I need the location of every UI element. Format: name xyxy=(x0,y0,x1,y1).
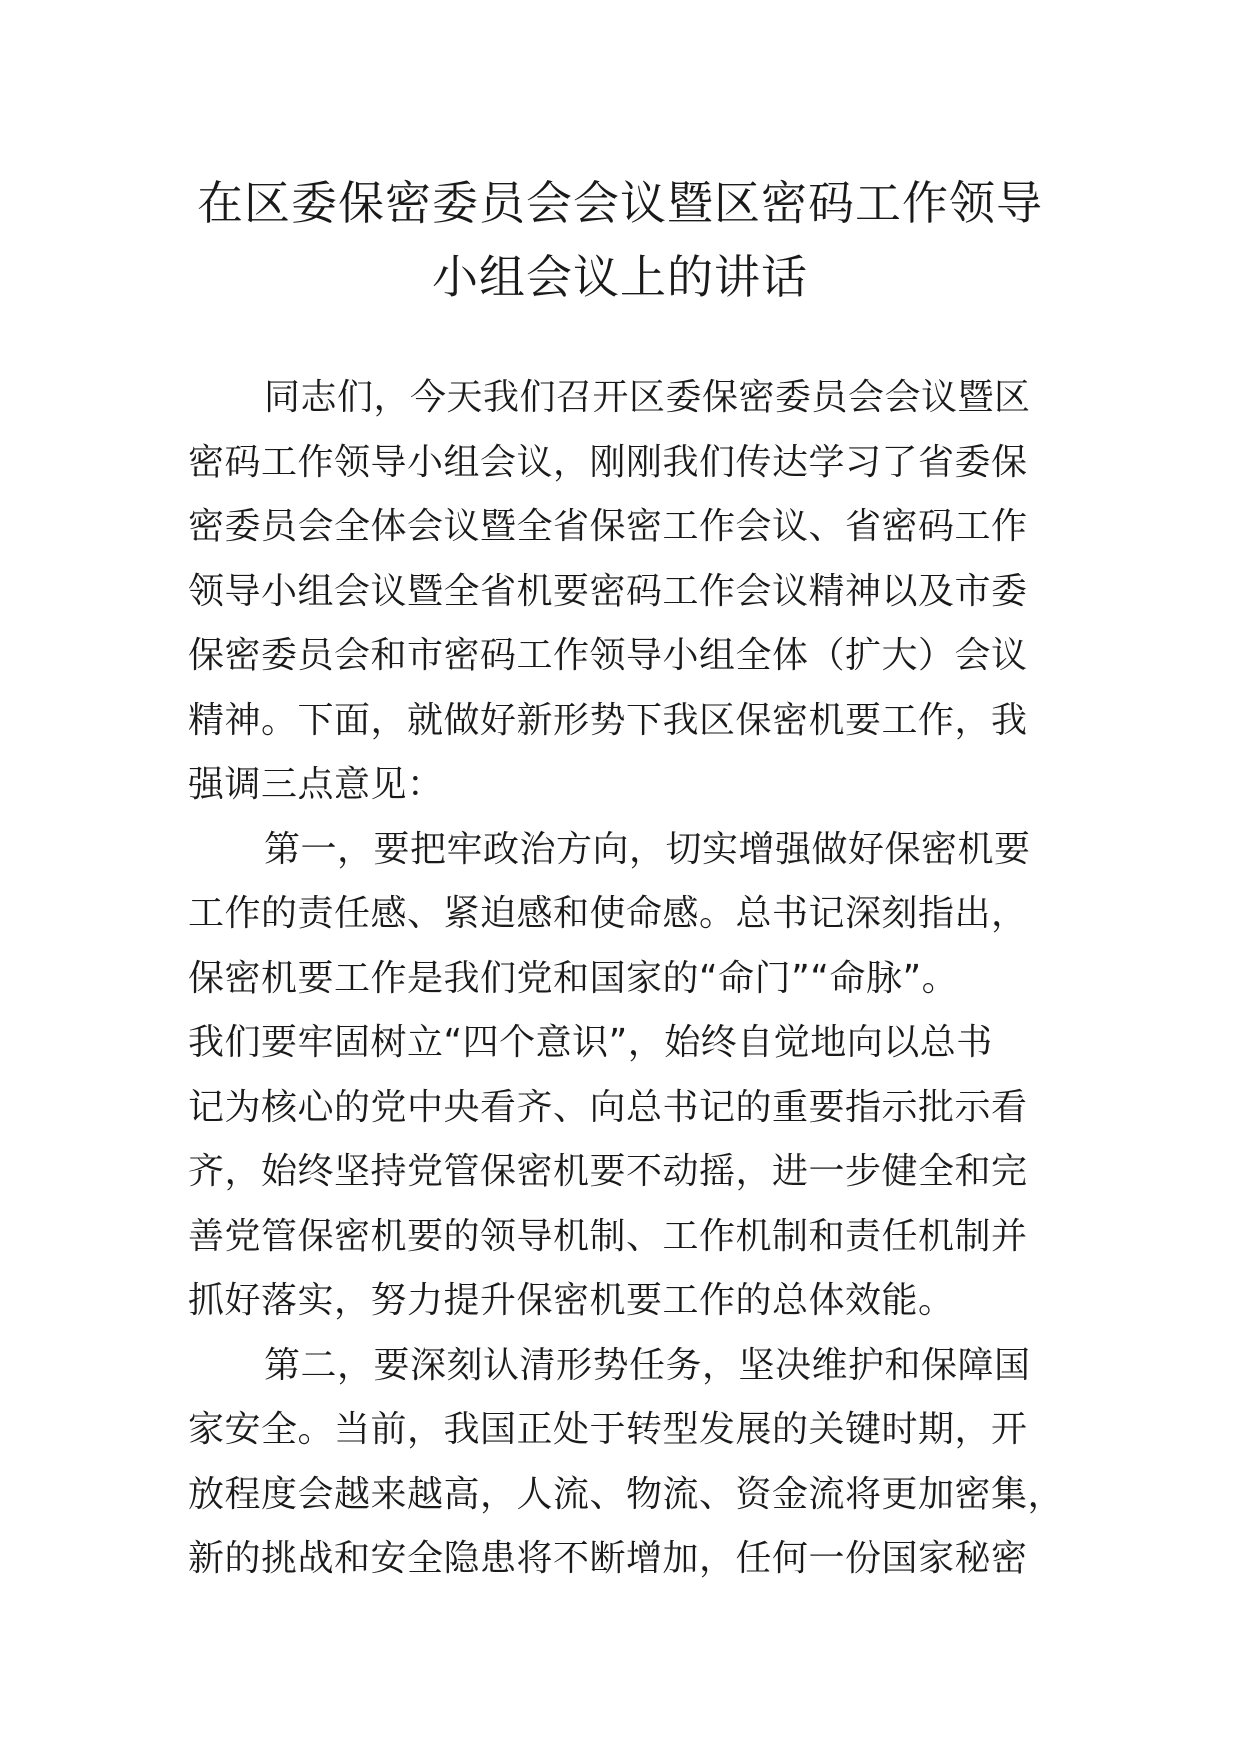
paragraph-line: 第一，要把牢政治方向，切实增强做好保密机要 xyxy=(264,828,1031,870)
paragraph-line: 善党管保密机要的领导机制、工作机制和责任机制并 xyxy=(188,1215,1028,1257)
title-line: 小组会议上的讲话 xyxy=(432,250,808,304)
document-title xyxy=(150,166,1090,314)
paragraph-line: 精神。下面，就做好新形势下我区保密机要工作，我 xyxy=(188,699,1028,741)
paragraph-line: 放程度会越来越高，人流、物流、资金流将更加密集， xyxy=(188,1473,1065,1515)
paragraph-line: 新的挑战和安全隐患将不断增加，任何一份国家秘密 xyxy=(188,1538,1028,1579)
paragraph-line: 保密委员会和市密码工作领导小组全体（扩大）会议 xyxy=(188,635,1028,676)
title-line: 在区委保密委员会会议暨区密码工作领导 xyxy=(197,176,1043,230)
paragraph-line: 工作的责任感、紧迫感和使命感。总书记深刻指出， xyxy=(188,893,1028,934)
paragraph-line: 强调三点意见： xyxy=(188,764,444,805)
paragraph-line: 同志们，今天我们召开区委保密委员会会议暨区 xyxy=(264,377,1031,418)
paragraph-line: 密委员会全体会议暨全省保密工作会议、省密码工作 xyxy=(188,506,1028,547)
paragraph-line: 领导小组会议暨全省机要密码工作会议精神以及市委 xyxy=(188,570,1028,612)
paragraph-line: 记为核心的党中央看齐、向总书记的重要指示批示看 xyxy=(188,1086,1028,1128)
paragraph-line: 密码工作领导小组会议，刚刚我们传达学习了省委保 xyxy=(188,441,1028,483)
paragraph-line: 第二，要深刻认清形势任务，坚决维护和保障国 xyxy=(264,1344,1031,1386)
paragraph-line: 保密机要工作是我们党和国家的“命门”“命脉”。 xyxy=(188,957,959,999)
document-body xyxy=(188,366,1088,1592)
paragraph-line: 抓好落实，努力提升保密机要工作的总体效能。 xyxy=(188,1280,955,1321)
paragraph-line: 我们要牢固树立“四个意识”，始终自觉地向以总书 xyxy=(188,1022,993,1063)
paragraph-line: 齐，始终坚持党管保密机要不动摇，进一步健全和完 xyxy=(188,1151,1028,1192)
paragraph-line: 家安全。当前，我国正处于转型发展的关键时期，开 xyxy=(188,1409,1028,1450)
